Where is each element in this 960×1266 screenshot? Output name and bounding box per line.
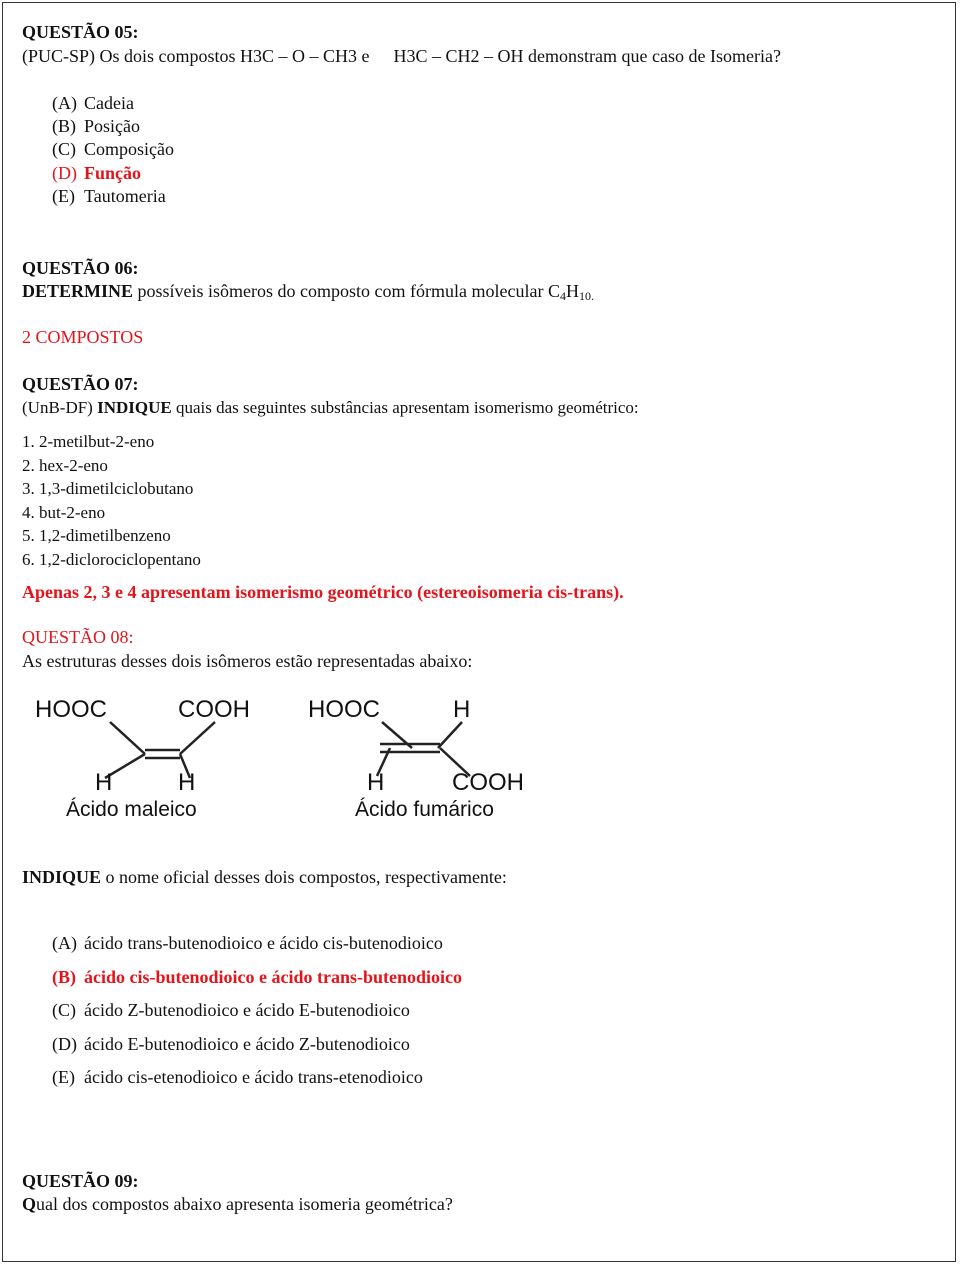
q06-verb: DETERMINE [22, 281, 134, 301]
q05-stem [22, 45, 781, 68]
list-item: 5. 1,2-dimetilbenzeno [22, 526, 171, 545]
q05-stem-part2: H3C – CH2 – OH demonstram que caso de Isomeria? [393, 46, 781, 66]
q08-stem: As estruturas desses dois isômeros estão representadas abaixo: [22, 651, 473, 671]
q07-answer: Apenas 2, 3 e 4 apresentam isomerismo geométrico (estereoisomeria cis-trans). [22, 582, 624, 602]
maleic-top-right: COOH [178, 696, 250, 723]
q08-option-b-correct: (B) ácido cis-butenodioico e ácido trans-butenodioico [52, 967, 463, 987]
q06-title: QUESTÃO 06: [22, 258, 139, 278]
q09-stem: Qual dos compostos abaixo apresenta isomeria geométrica? [22, 1194, 453, 1214]
q08-instruction: INDIQUE o nome oficial desses dois compostos, respectivamente: [22, 867, 507, 887]
fumaric-bottom-left: H [367, 769, 385, 796]
fumaric-bottom-right: COOH [452, 769, 524, 796]
maleic-name: Ácido maleico [66, 798, 197, 821]
q08-option-e: (E) ácido cis-etenodioico e ácido trans-etenodioico [52, 1067, 423, 1087]
q07-verb: INDIQUE [97, 398, 172, 417]
list-item: 6. 1,2-diclorociclopentano [22, 549, 201, 569]
q06-stem: DETERMINE possíveis isômeros do composto com fórmula molecular $C_4H_{10.}$ [22, 281, 594, 303]
q05-title: QUESTÃO 05: [22, 22, 139, 42]
fumaric-name: Ácido fumárico [355, 798, 494, 821]
q08-option-d: (D) ácido E-butenodioico e ácido Z-butenodioico [52, 1034, 410, 1054]
q08-option-c: (C) ácido Z-butenodioico e ácido E-butenodioico [52, 1000, 410, 1020]
maleic-bottom-right: H [178, 769, 196, 796]
q05-option-c: (C) Composição [52, 139, 174, 159]
q05-option-d-correct: (D) Função [52, 163, 142, 183]
list-item: 4. but-2-eno [22, 502, 106, 522]
maleic-top-left: HOOC [35, 696, 107, 723]
q07-stem: (UnB-DF) INDIQUE quais das seguintes substâncias apresentam isomerismo geométrico: [22, 398, 639, 417]
q06-answer: 2 COMPOSTOS [22, 327, 144, 347]
q05-stem-part1: (PUC-SP) Os dois compostos H3C – O – CH3 e [22, 46, 370, 66]
q08-option-a: (A) ácido trans-butenodioico e ácido cis-butenodioico [52, 933, 443, 953]
fumaric-top-right: H [453, 696, 471, 723]
list-item: 2. hex-2-eno [22, 455, 108, 475]
list-item: 3. 1,3-dimetilciclobutano [22, 479, 194, 498]
q05-option-a: (A) Cadeia [52, 93, 134, 113]
q07-list [22, 430, 201, 571]
maleic-bottom-left: H [95, 769, 113, 796]
q08-verb: INDIQUE [22, 867, 102, 887]
q05-option-e: (E) Tautomeria [52, 186, 166, 206]
fumaric-top-left: HOOC [308, 696, 380, 723]
q05-option-b: (B) Posição [52, 116, 140, 136]
q07-title: QUESTÃO 07: [22, 374, 139, 394]
q09-title: QUESTÃO 09: [22, 1171, 139, 1191]
q08-title: QUESTÃO 08: [22, 627, 134, 647]
list-item: 1. 2-metilbut-2-eno [22, 432, 155, 451]
